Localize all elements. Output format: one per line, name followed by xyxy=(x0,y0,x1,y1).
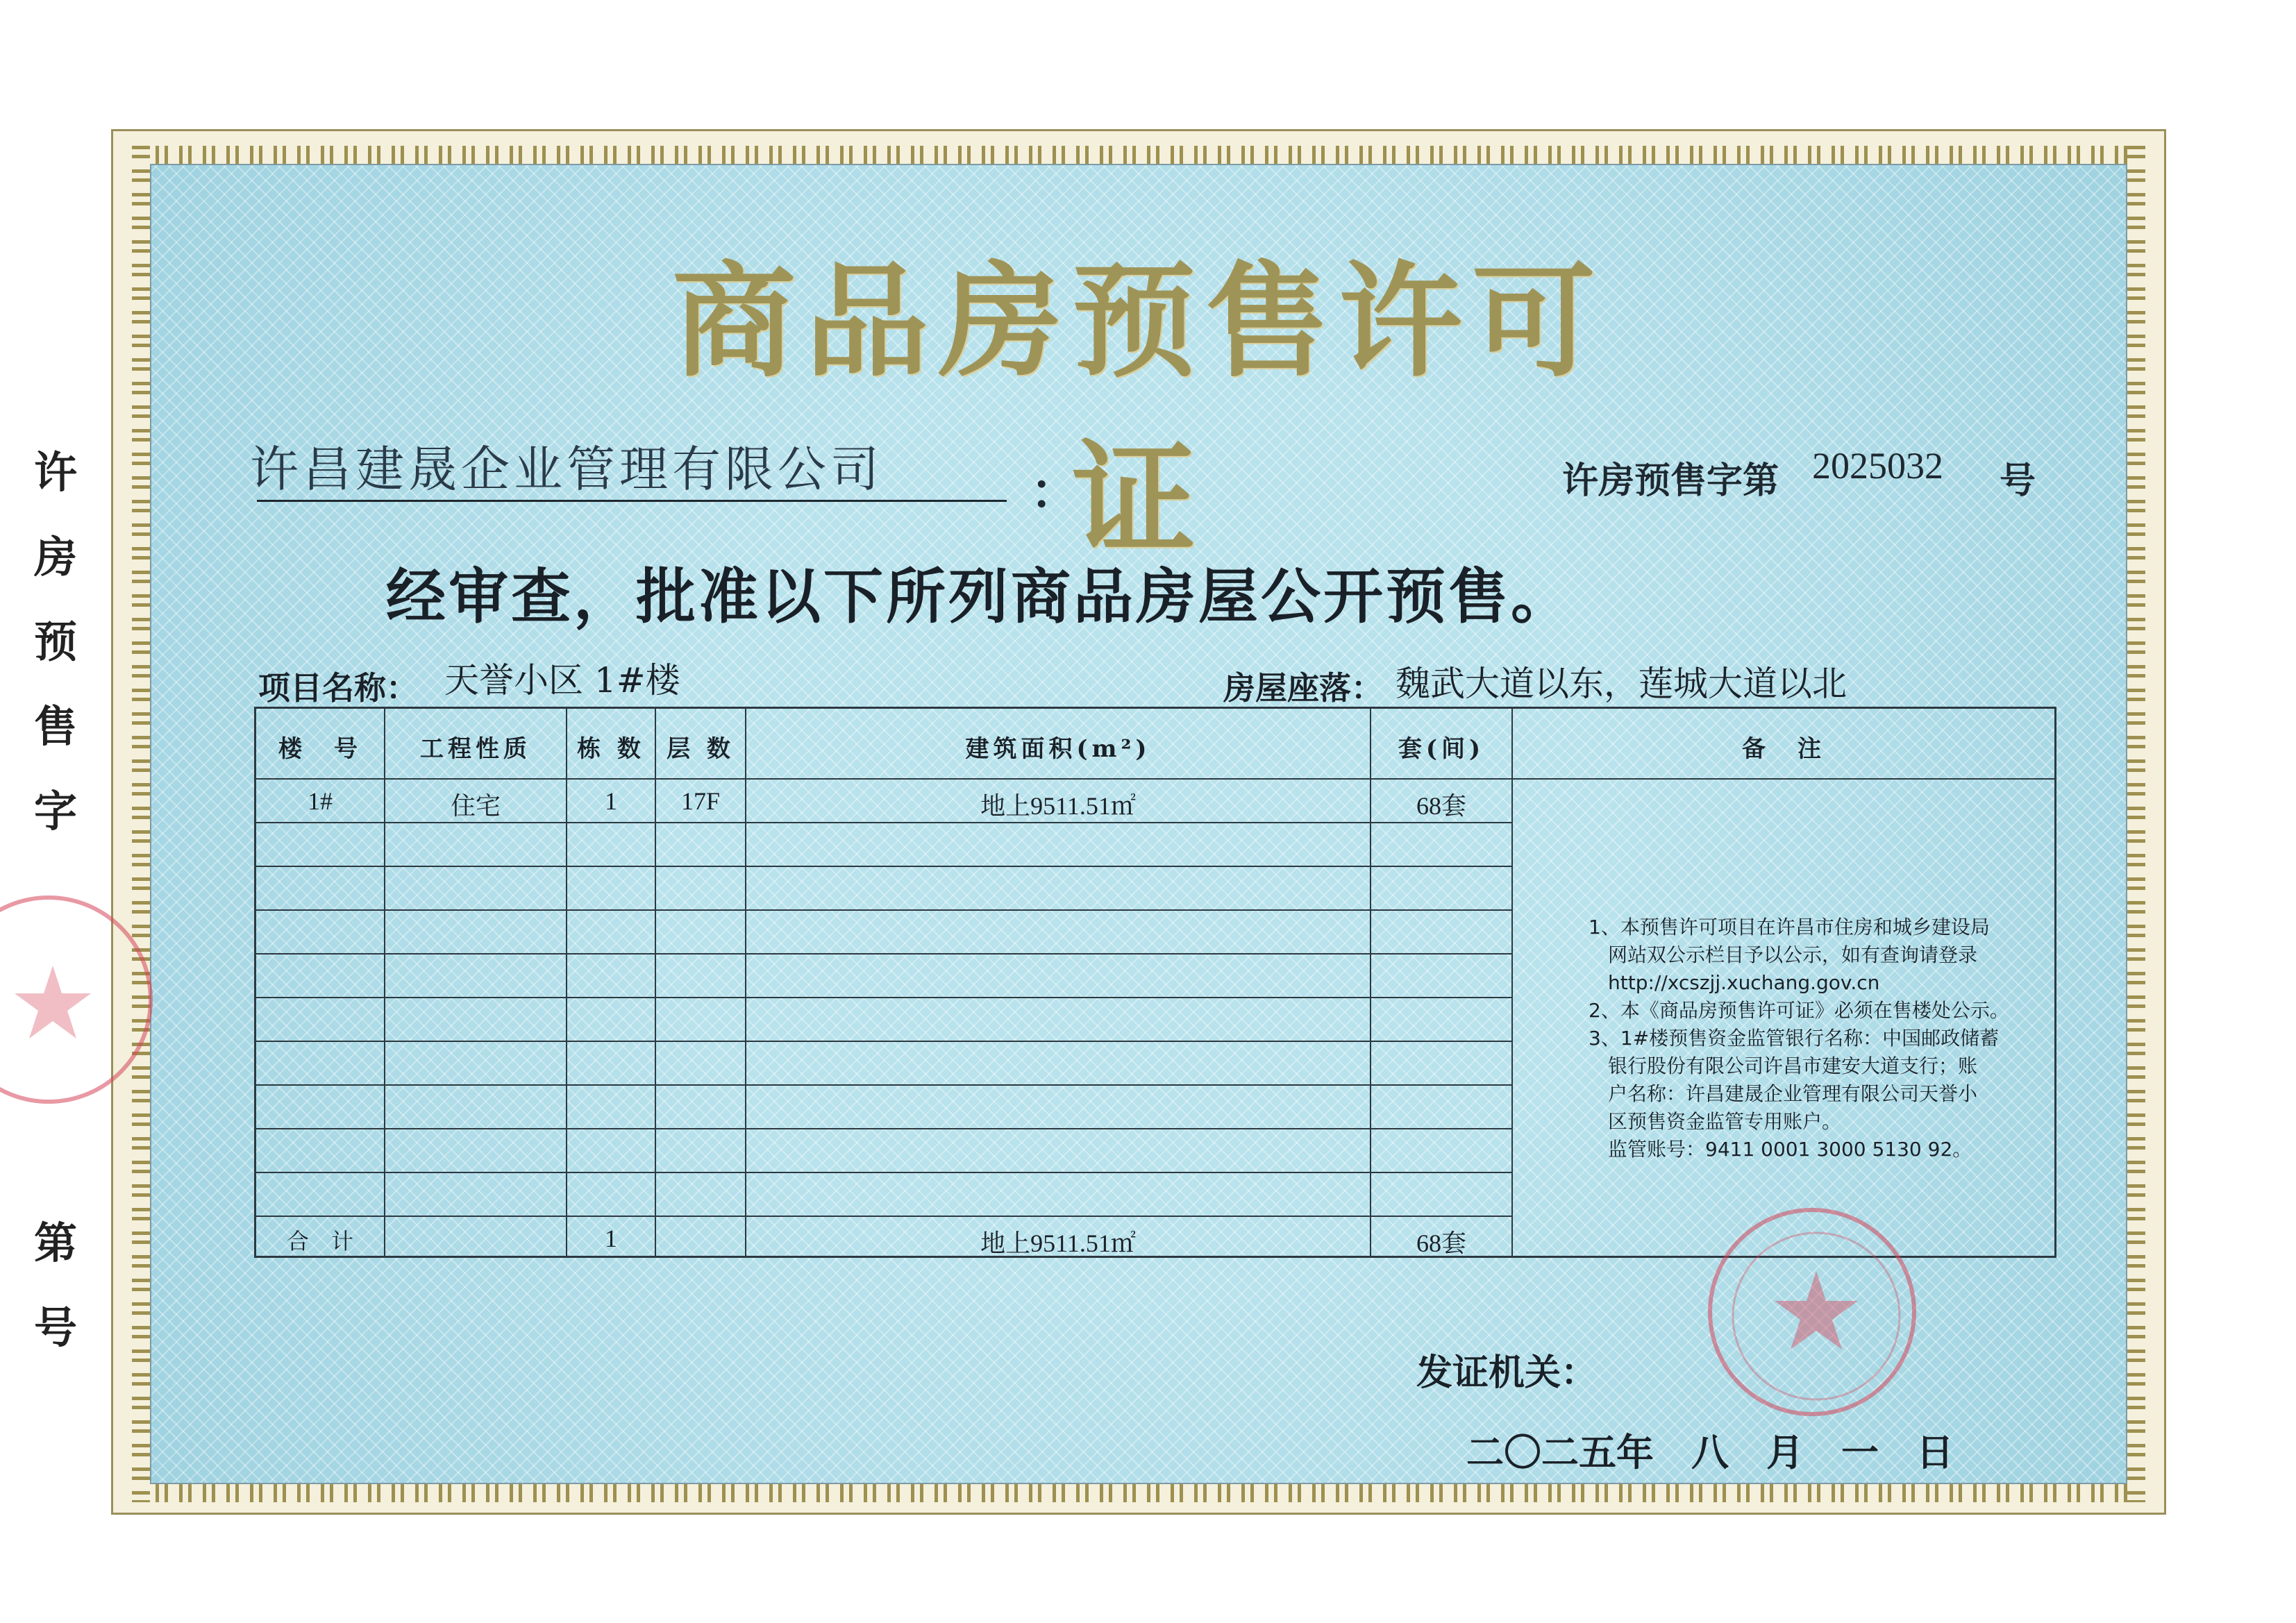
seal-star-icon xyxy=(0,900,157,1108)
header-building-count: 栋 数 xyxy=(577,735,645,763)
note-line: 户名称：许昌建晟企业管理有限公司天誉小 xyxy=(1589,1082,1978,1105)
applicant-underline xyxy=(257,500,1007,502)
project-name-label: 项目名称： xyxy=(258,669,418,707)
total-units: 68套 xyxy=(1416,1229,1466,1257)
note-line: 监管账号：9411 0001 3000 5130 92。 xyxy=(1589,1138,1972,1161)
side-char: 预 xyxy=(33,616,77,667)
table-row-divider xyxy=(256,1041,1511,1042)
header-units: 套(间) xyxy=(1398,735,1485,763)
side-char: 售 xyxy=(33,701,77,752)
table-header-divider xyxy=(256,778,2054,780)
side-char: 字 xyxy=(33,786,77,836)
table-total-divider xyxy=(256,1216,1511,1217)
note-line: 1、本预售许可项目在许昌市住房和城乡建设局 xyxy=(1589,916,1990,939)
table-row-divider xyxy=(256,866,1511,867)
table-col-divider xyxy=(1511,709,1513,1256)
header-floor-area: 建筑面积(m²) xyxy=(965,735,1151,763)
header-building-no: 楼 号 xyxy=(278,735,362,763)
table-row-divider xyxy=(256,822,1511,823)
total-building-count: 1 xyxy=(605,1225,617,1252)
table-row-divider xyxy=(256,1084,1511,1086)
location-label: 房屋座落： xyxy=(1223,669,1383,707)
side-char: 号 xyxy=(33,1302,77,1353)
permit-number-suffix: 号 xyxy=(2000,460,2036,502)
remarks-notes xyxy=(1589,914,2019,1163)
certificate-title: 商品房预售许可证 xyxy=(672,249,1605,571)
cell-building-no: 1# xyxy=(308,787,333,815)
applicant-name: 许昌建晟企业管理有限公司 xyxy=(250,441,883,498)
greek-key-border-left xyxy=(132,146,150,1502)
cell-floor-area: 地上9511.51㎡ xyxy=(980,792,1136,820)
location-value: 魏武大道以东，莲城大道以北 xyxy=(1396,664,1847,704)
total-label: 合 计 xyxy=(286,1228,353,1254)
cell-building-count: 1 xyxy=(605,787,617,815)
official-seal-left xyxy=(0,895,153,1104)
issue-date: 二〇二五年 八 月 一 日 xyxy=(1466,1430,1954,1474)
note-line: http://xcszjj.xuchang.gov.cn xyxy=(1589,971,1880,994)
applicant-colon: ： xyxy=(1030,462,1079,520)
cell-floors: 17F xyxy=(680,787,721,815)
table-row-divider xyxy=(256,997,1511,998)
note-line: 2、本《商品房预售许可证》必须在售楼处公示。 xyxy=(1589,999,2009,1022)
greek-key-border-right xyxy=(2127,146,2145,1502)
side-char: 第 xyxy=(33,1218,77,1268)
note-line: 3、1#楼预售资金监管银行名称：中国邮政储蓄 xyxy=(1589,1027,2000,1050)
note-line: 银行股份有限公司许昌市建安大道支行；账 xyxy=(1589,1054,1978,1077)
table-row-divider xyxy=(256,953,1511,955)
side-char: 房 xyxy=(33,532,77,582)
permit-number: 2025032 xyxy=(1812,445,1943,487)
cell-project-type: 住宅 xyxy=(450,792,501,820)
greek-key-border-bottom xyxy=(132,1484,2145,1502)
issuing-authority-label: 发证机关： xyxy=(1416,1352,1598,1394)
note-line: 区预售资金监管专用账户。 xyxy=(1589,1110,1842,1133)
approval-statement: 经审查，批准以下所列商品房屋公开预售。 xyxy=(386,562,1573,632)
header-floors: 层 数 xyxy=(667,735,735,763)
permit-number-prefix: 许房预售字第 xyxy=(1562,460,1779,502)
cell-units: 68套 xyxy=(1416,792,1466,820)
total-floor-area: 地上9511.51㎡ xyxy=(980,1229,1136,1257)
project-name-value: 天誉小区 1#楼 xyxy=(444,660,680,700)
header-remarks: 备 注 xyxy=(1742,735,1825,763)
table-row-divider xyxy=(256,909,1511,911)
greek-key-border-top xyxy=(132,146,2145,164)
header-project-type: 工程性质 xyxy=(420,735,531,763)
table-row-divider xyxy=(256,1172,1511,1173)
table-row-divider xyxy=(256,1128,1511,1129)
seal-star-icon xyxy=(1712,1212,1920,1420)
side-char: 许 xyxy=(33,447,77,498)
official-seal-right xyxy=(1708,1208,1916,1416)
note-line: 网站双公示栏目予以公示，如有查询请登录 xyxy=(1589,943,1978,966)
